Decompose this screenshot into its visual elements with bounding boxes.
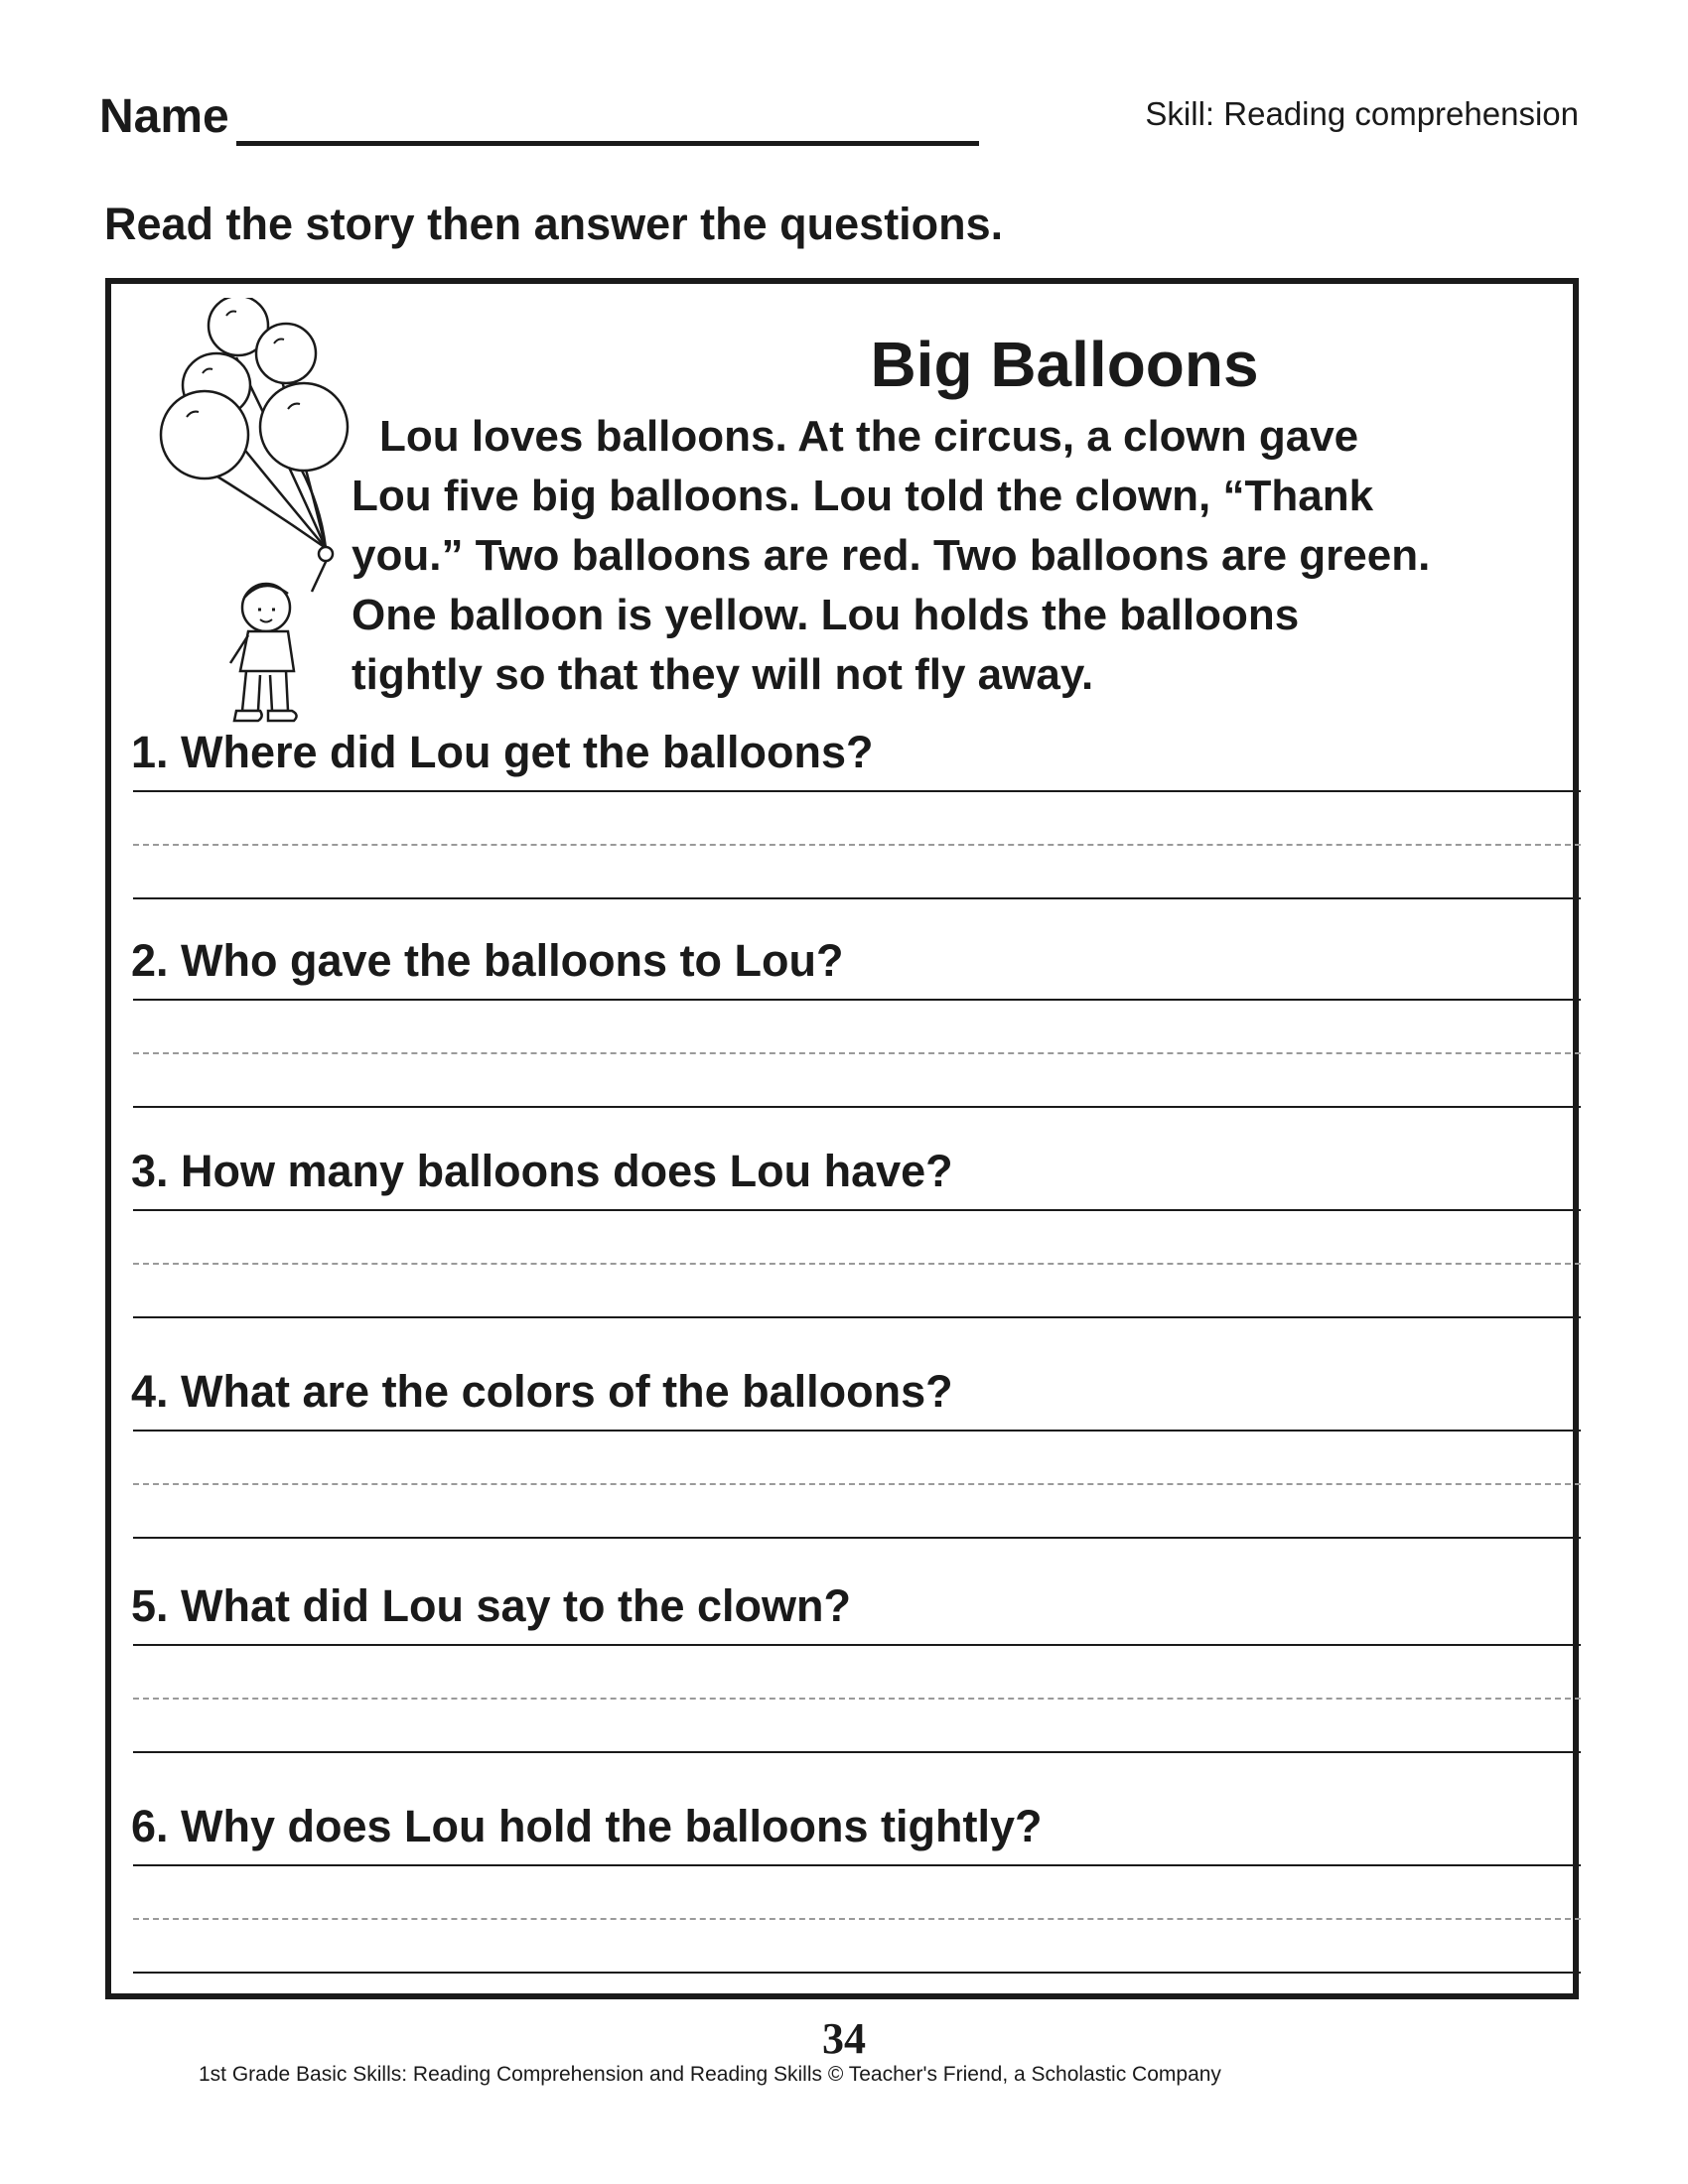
answer-guide-line (133, 1698, 1581, 1700)
answer-baseline (133, 1316, 1581, 1318)
story-line: Lou five big balloons. Lou told the clown, “Thank (352, 472, 1374, 520)
question-3 (131, 1146, 1581, 1344)
answer-baseline (133, 1751, 1581, 1753)
answer-baseline (133, 1537, 1581, 1539)
answer-line[interactable] (133, 1430, 1581, 1432)
story-text (352, 407, 1563, 705)
instructions: Read the story then answer the questions. (104, 199, 1004, 249)
answer-baseline (133, 897, 1581, 899)
footer-copyright: 1st Grade Basic Skills: Reading Comprehension and Reading Skills © Teacher's Friend, a Scholastic Company (199, 2063, 1221, 2086)
worksheet-box (105, 278, 1579, 1999)
page-number: 34 (822, 2014, 866, 2063)
question-1 (131, 727, 1581, 925)
answer-guide-line (133, 844, 1581, 846)
answer-line[interactable] (133, 1864, 1581, 1866)
answer-baseline (133, 1972, 1581, 1974)
answer-guide-line (133, 1263, 1581, 1265)
question-6 (131, 1801, 1581, 1999)
question-text: 4. What are the colors of the balloons? (131, 1366, 953, 1417)
answer-line[interactable] (133, 1209, 1581, 1211)
question-text: 5. What did Lou say to the clown? (131, 1580, 852, 1631)
answer-guide-line (133, 1918, 1581, 1920)
story-title: Big Balloons (870, 329, 1259, 400)
skill-label: Skill: Reading comprehension (1145, 95, 1579, 132)
question-text: 3. How many balloons does Lou have? (131, 1146, 953, 1196)
question-text: 6. Why does Lou hold the balloons tightly? (131, 1801, 1043, 1851)
answer-guide-line (133, 1483, 1581, 1485)
answer-baseline (133, 1106, 1581, 1108)
answer-line[interactable] (133, 790, 1581, 792)
question-2 (131, 935, 1581, 1134)
question-5 (131, 1580, 1581, 1779)
name-field[interactable] (99, 87, 993, 147)
answer-guide-line (133, 1052, 1581, 1054)
answer-line[interactable] (133, 999, 1581, 1001)
answer-line[interactable] (133, 1644, 1581, 1646)
question-text: 1. Where did Lou get the balloons? (131, 727, 874, 777)
story-line: Lou loves balloons. At the circus, a clown gave (379, 412, 1359, 461)
story-line: you.” Two balloons are red. Two balloons are green. (352, 531, 1431, 580)
story-line: tightly so that they will not fly away. (352, 650, 1094, 699)
question-text: 2. Who gave the balloons to Lou? (131, 935, 844, 986)
name-label: Name (99, 90, 229, 143)
name-writing-line[interactable] (236, 141, 979, 146)
question-4 (131, 1366, 1581, 1565)
story-line: One balloon is yellow. Lou holds the balloons (352, 591, 1300, 639)
boy-holding-balloons-icon (157, 298, 375, 731)
